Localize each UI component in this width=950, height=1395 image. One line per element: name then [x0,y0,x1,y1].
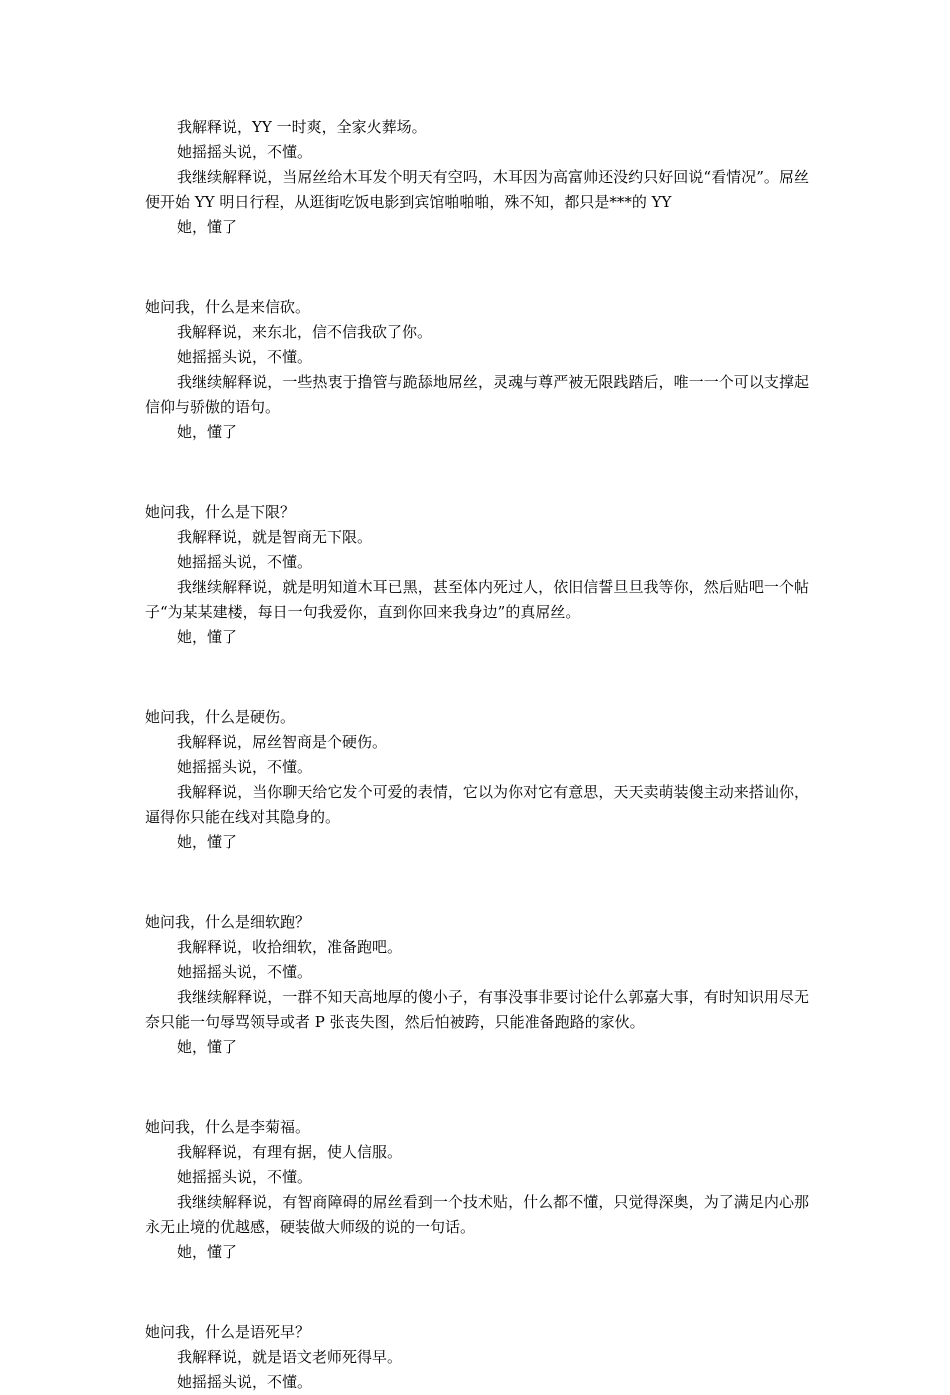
body-paragraph: 我解释说，当你聊天给它发个可爱的表情，它以为你对它有意思，天天卖萌装傻主动来搭讪你，逼得你只能在线对其隐身的。 [145,783,809,826]
blank-line [145,255,809,280]
blank-line [145,870,809,895]
question-line: 她问我，什么是细软跑？ [145,913,311,931]
body-paragraph: 她摇摇头说，不懂。 [177,553,313,571]
body-paragraph: 我继续解释说，一些热衷于撸管与跪舔地屌丝，灵魂与尊严被无限践踏后，唯一一个可以支撑起信仰与骄傲的语句。 [145,373,809,416]
blank-line [145,460,809,485]
question-line: 她问我，什么是来信砍。 [145,298,311,316]
question-line: 她问我，什么是李菊福。 [145,1118,311,1136]
question-line: 她问我，什么是下限？ [145,503,296,521]
body-paragraph: 我解释说，就是智商无下限。 [177,528,373,546]
body-paragraph: 我解释说，就是语文老师死得早。 [177,1348,403,1366]
body-paragraph: 她摇摇头说，不懂。 [177,963,313,981]
body-paragraph: 她摇摇头说，不懂。 [177,143,313,161]
body-paragraph: 我继续解释说，有智商障碍的屌丝看到一个技术贴，什么都不懂，只觉得深奥，为了满足内心那永无止境的优越感，硬装做大师级的说的一句话。 [145,1193,809,1236]
body-paragraph: 我解释说，收拾细软，准备跑吧。 [177,938,403,956]
body-paragraph: 我继续解释说，就是明知道木耳已黑，甚至体内死过人，依旧信誓旦旦我等你，然后贴吧一个帖子“为某某建楼，每日一句我爱你，直到你回来我身边”的真屌丝。 [145,578,809,621]
question-line: 她问我，什么是硬伤。 [145,708,296,726]
blank-line [145,665,809,690]
blank-line [145,1280,809,1305]
body-paragraph: 她，懂了 [177,423,238,441]
body-paragraph: 她，懂了 [177,1038,238,1056]
body-paragraph: 她摇摇头说，不懂。 [177,1168,313,1186]
body-paragraph: 我解释说，YY 一时爽，全家火葬场。 [177,118,427,136]
body-paragraph: 她摇摇头说，不懂。 [177,348,313,366]
body-paragraph: 她摇摇头说，不懂。 [177,1373,313,1391]
body-paragraph: 我解释说，有理有据，使人信服。 [177,1143,403,1161]
body-paragraph: 我继续解释说，当屌丝给木耳发个明天有空吗，木耳因为高富帅还没约只好回说“看情况”。屌丝便开始 YY 明日行程，从逛街吃饭电影到宾馆啪啪啪，殊不知，都只是***的 YY [145,168,809,211]
body-paragraph: 她，懂了 [177,628,238,646]
body-paragraph: 我继续解释说，一群不知天高地厚的傻小子，有事没事非要讨论什么郭嘉大事，有时知识用尽无奈只能一句辱骂领导或者 P 张丧失图，然后怕被跨，只能准备跑路的家伙。 [145,988,809,1031]
body-paragraph: 她，懂了 [177,218,238,236]
question-line: 她问我，什么是语死早？ [145,1323,311,1341]
document-body [145,115,809,1395]
body-paragraph: 她，懂了 [177,1243,238,1261]
body-paragraph: 我解释说，屌丝智商是个硬伤。 [177,733,388,751]
body-paragraph: 她摇摇头说，不懂。 [177,758,313,776]
body-paragraph: 我解释说，来东北，信不信我砍了你。 [177,323,433,341]
blank-line [145,1075,809,1100]
body-paragraph: 她，懂了 [177,833,238,851]
